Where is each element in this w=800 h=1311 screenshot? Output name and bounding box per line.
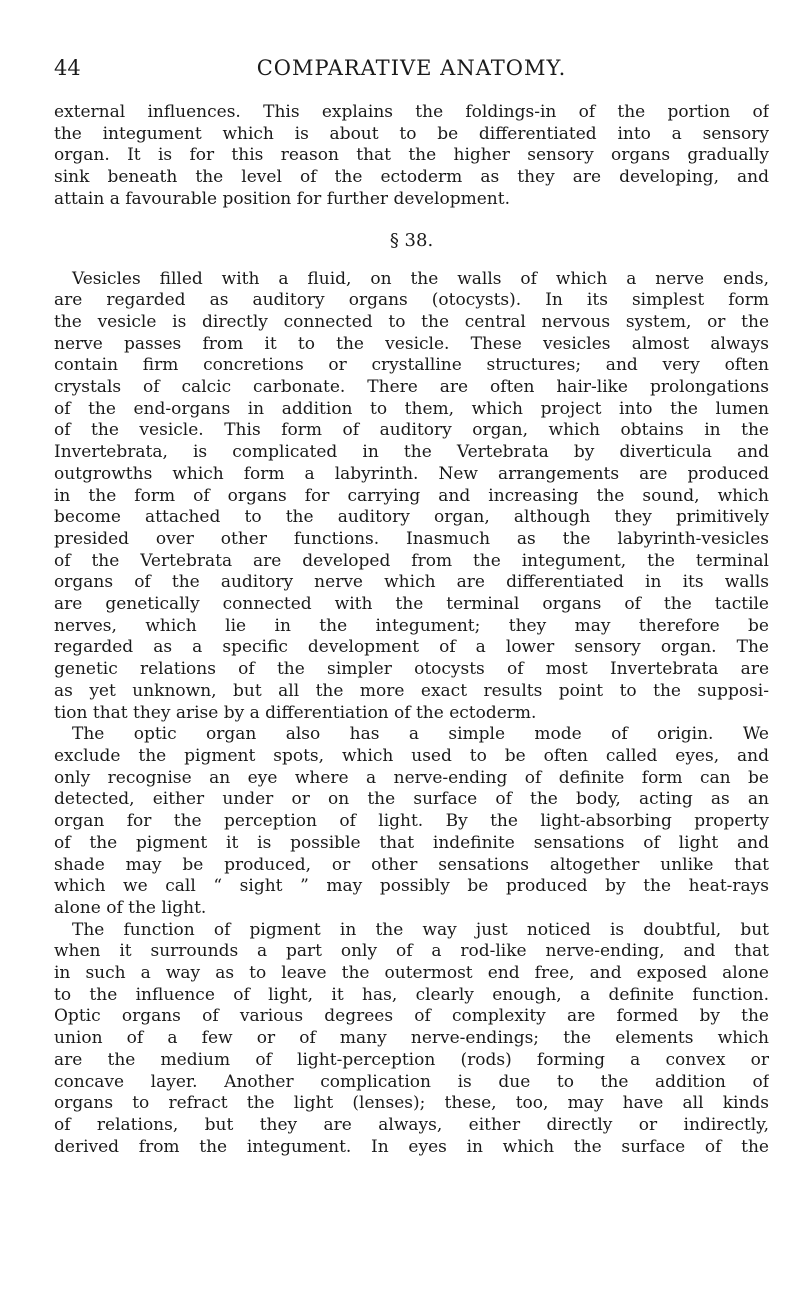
text-line: the vesicle is directly connected to the central nervous system, or the [54,311,769,332]
text-line: Vesicles filled with a fluid, on the walls of which a nerve ends, [72,268,769,289]
text-line: of the end-organs in addition to them, which project into the lumen [54,398,769,419]
text-line: outgrowths which form a labyrinth. New arrangements are produced [54,463,769,484]
text-line: are the medium of light-perception (rods) forming a convex or [54,1049,769,1070]
text-line: shade may be produced, or other sensations altogether unlike that [54,854,769,875]
section-heading: § 38. [389,229,434,251]
text-line: the integument which is about to be differentiated into a sensory [54,123,769,144]
page-number: 44 [54,56,81,80]
text-line: nerves, which lie in the integument; they may therefore be [54,615,769,636]
text-line: are genetically connected with the terminal organs of the tactile [54,594,769,615]
opening-paragraph [54,102,769,211]
text-line: concave layer. Another complication is due to the addition of [54,1071,769,1092]
body-text [54,102,769,1158]
text-line: to the influence of light, it has, clearly enough, a definite function. [54,984,769,1005]
text-line: Optic organs of various degrees of complexity are formed by the [54,1006,769,1027]
text-line: organ for the perception of light. By the light-absorbing property [54,811,769,832]
text-line: The function of pigment in the way just noticed is doubtful, but [72,919,769,940]
text-line: of the vesicle. This form of auditory organ, which obtains in the [54,420,769,441]
text-line: detected, either under or on the surface of the body, acting as an [54,789,769,810]
text-line: of the Vertebrata are developed from the integument, the terminal [54,550,769,571]
text-line: of relations, but they are always, either directly or indirectly, [54,1114,769,1135]
text-line: as yet unknown, but all the more exact results point to the supposi- [54,680,769,701]
paragraph-vesicles [54,269,769,725]
text-line: attain a favourable position for further development. [54,188,510,209]
text-line: external influences. This explains the foldings-in of the portion of [54,102,769,122]
text-line: nerve passes from it to the vesicle. These vesicles almost always [54,333,769,354]
text-line: The optic organ also has a simple mode of origin. We [72,724,769,745]
text-line: only recognise an eye where a nerve-ending of definite form can be [54,767,769,788]
text-line: contain firm concretions or crystalline structures; and very often [54,355,769,376]
text-line: become attached to the auditory organ, although they primitively [54,507,769,528]
text-line: which we call “ sight ” may possibly be produced by the heat-rays [54,876,769,897]
text-line: regarded as a specific development of a lower sensory organ. The [54,637,769,658]
text-line: Invertebrata, is complicated in the Vertebrata by diverticula and [54,442,769,463]
text-line: in such a way as to leave the outermost end free, and exposed alone [54,963,769,984]
running-title: COMPARATIVE ANATOMY. [256,56,567,80]
text-line: in the form of organs for carrying and increasing the sound, which [54,485,769,506]
text-line: organs of the auditory nerve which are differentiated in its walls [54,572,769,593]
text-line: union of a few or of many nerve-endings; the elements which [54,1028,769,1049]
text-line: crystals of calcic carbonate. There are often hair-like prolongations [54,377,769,398]
text-line: organ. It is for this reason that the higher sensory organs gradually [54,145,769,166]
text-line: exclude the pigment spots, which used to be often called eyes, and [54,745,769,766]
text-line: of the pigment it is possible that indefinite sensations of light and [54,832,769,853]
text-line: organs to refract the light (lenses); these, too, may have all kinds [54,1093,769,1114]
text-line: derived from the integument. In eyes in which the surface of the [54,1136,769,1157]
paragraph-pigment [54,920,769,1159]
text-line: sink beneath the level of the ectoderm as they are developing, and [54,167,769,188]
running-head [54,56,769,82]
text-line: are regarded as auditory organs (otocysts). In its simplest form [54,290,769,311]
text-line: tion that they arise by a differentiation of the ectoderm. [54,702,537,723]
text-line: presided over other functions. Inasmuch as the labyrinth-vesicles [54,528,769,549]
text-line: when it surrounds a part only of a rod-like nerve-ending, and that [54,941,769,962]
text-line: genetic relations of the simpler otocysts of most Invertebrata are [54,659,769,680]
book-page [54,56,769,1158]
paragraph-optic [54,724,769,919]
text-line: alone of the light. [54,897,207,918]
